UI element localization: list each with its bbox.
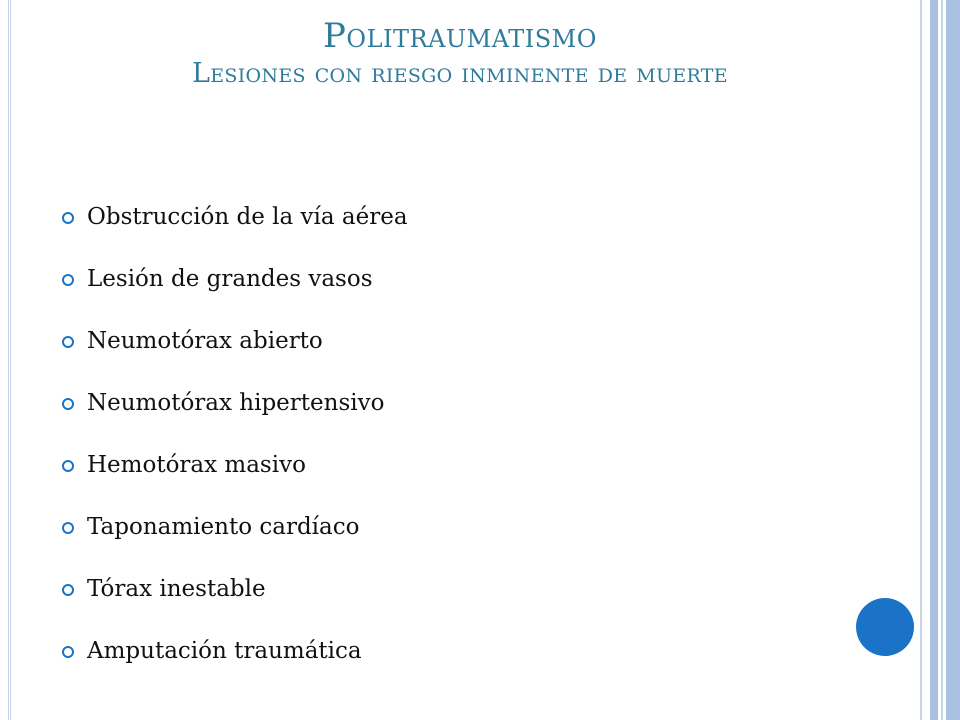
bullet-text: Hemotórax masivo [87,452,306,478]
list-item [62,434,842,496]
ring-bullet-icon [62,336,74,348]
bullet-text: Tórax inestable [87,576,266,602]
list-item [62,496,842,558]
bullet-text: Neumotórax hipertensivo [87,390,385,416]
ring-bullet-icon [62,584,74,596]
bullet-text: Obstrucción de la vía aérea [87,204,408,230]
accent-circle [856,598,914,656]
list-item [62,248,842,310]
list-item [62,620,842,682]
list-item [62,310,842,372]
right-decorative-band [917,0,960,720]
ring-bullet-icon [62,646,74,658]
bullet-text: Neumotórax abierto [87,328,323,354]
ring-bullet-icon [62,460,74,472]
slide-title: Politraumatismo [323,16,597,56]
ring-bullet-icon [62,398,74,410]
bullet-list [62,186,842,682]
left-frame-lines [8,0,11,720]
bullet-text: Amputación traumática [87,638,362,664]
list-item [62,558,842,620]
title-block [40,16,880,92]
slide-subtitle: Lesiones con riesgo inminente de muerte [192,58,728,89]
list-item [62,186,842,248]
ring-bullet-icon [62,522,74,534]
bullet-text: Taponamiento cardíaco [87,514,360,540]
bullet-text: Lesión de grandes vasos [87,266,373,292]
ring-bullet-icon [62,274,74,286]
ring-bullet-icon [62,212,74,224]
list-item [62,372,842,434]
